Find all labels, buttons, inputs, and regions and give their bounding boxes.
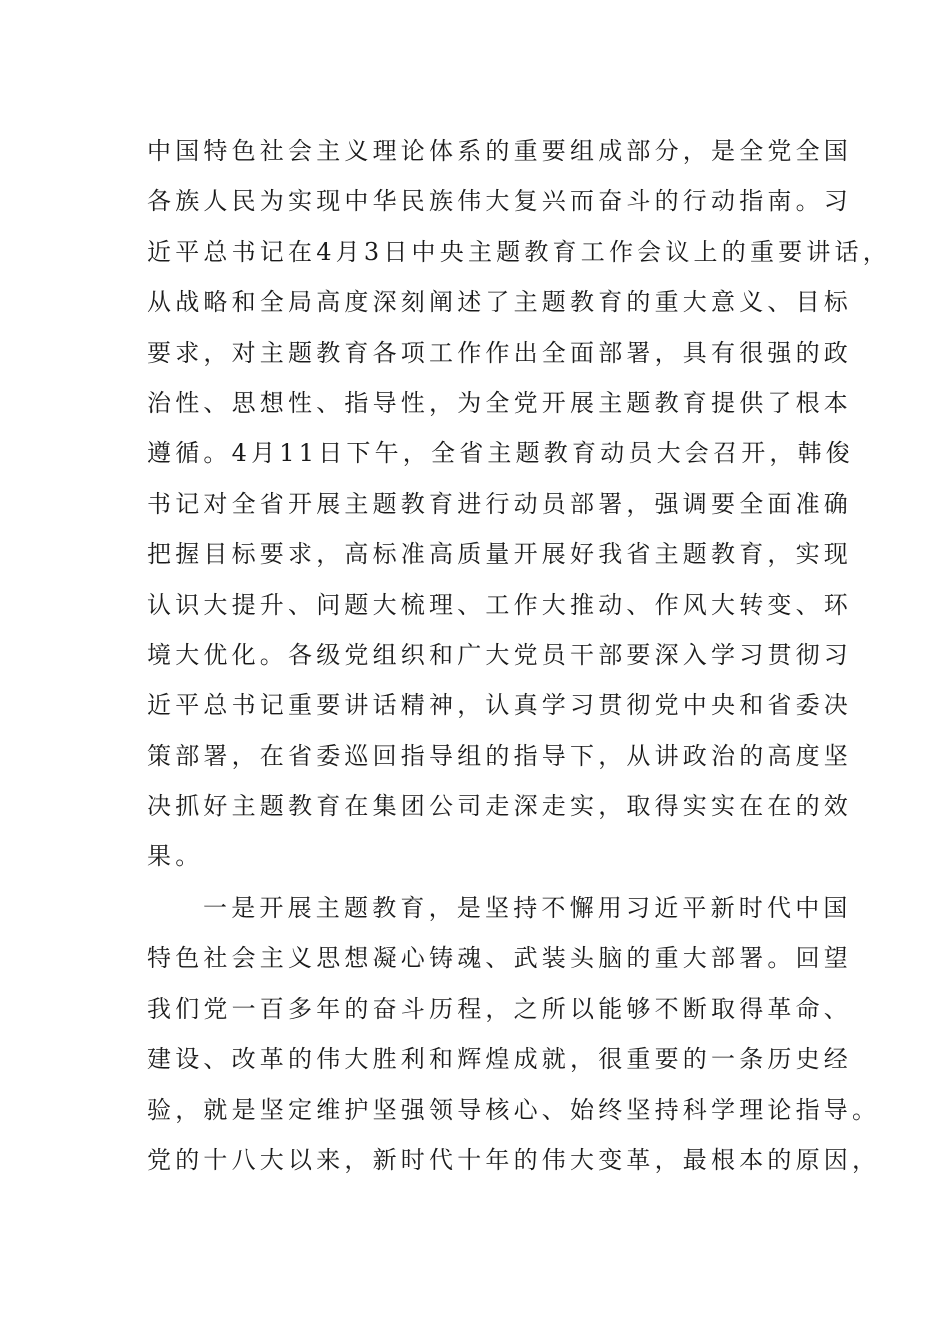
- paragraph-line: 党的十八大以来，新时代十年的伟大变革，最根本的原因，: [147, 1145, 881, 1174]
- paragraph-line: 把握目标要求，高标准高质量开展好我省主题教育，实现: [147, 540, 852, 569]
- paragraph-line: 治性、思想性、指导性，为全党开展主题教育提供了根本: [147, 388, 852, 417]
- body-paragraph-2: [147, 891, 881, 1193]
- paragraph-line: 从战略和全局高度深刻阐述了主题教育的重大意义、目标: [147, 288, 852, 317]
- paragraph-line: 近平总书记在4月3日中央主题教育工作会议上的重要讲话，: [147, 237, 891, 266]
- paragraph-line: 认识大提升、问题大梳理、工作大推动、作风大转变、环: [147, 590, 852, 619]
- paragraph-line: 各族人民为实现中华民族伟大复兴而奋斗的行动指南。习: [147, 187, 852, 216]
- paragraph-line: 策部署，在省委巡回指导组的指导下，从讲政治的高度坚: [147, 741, 852, 770]
- paragraph-line: 我们党一百多年的奋斗历程，之所以能够不断取得革命、: [147, 994, 852, 1023]
- paragraph-line: 要求，对主题教育各项工作作出全面部署，具有很强的政: [147, 338, 852, 367]
- paragraph-line: 境大优化。各级党组织和广大党员干部要深入学习贯彻习: [147, 640, 852, 669]
- paragraph-line: 近平总书记重要讲话精神，认真学习贯彻党中央和省委决: [147, 691, 852, 720]
- paragraph-line: 书记对全省开展主题教育进行动员部署，强调要全面准确: [147, 489, 852, 518]
- paragraph-line: 中国特色社会主义理论体系的重要组成部分，是全党全国: [147, 137, 852, 165]
- body-paragraph-1: [147, 134, 891, 890]
- paragraph-line: 建设、改革的伟大胜利和辉煌成就，很重要的一条历史经: [147, 1045, 852, 1074]
- paragraph-line: 决抓好主题教育在集团公司走深走实，取得实实在在的效: [147, 792, 852, 821]
- paragraph-line: 果。: [147, 842, 204, 871]
- paragraph-line: 验，就是坚定维护坚强领导核心、始终坚持科学理论指导。: [147, 1095, 881, 1124]
- paragraph-line: 特色社会主义思想凝心铸魂、武装头脑的重大部署。回望: [147, 944, 852, 973]
- paragraph-line: 遵循。4月11日下午，全省主题教育动员大会召开，韩俊: [147, 439, 855, 468]
- paragraph-line: 一是开展主题教育，是坚持不懈用习近平新时代中国: [203, 894, 852, 922]
